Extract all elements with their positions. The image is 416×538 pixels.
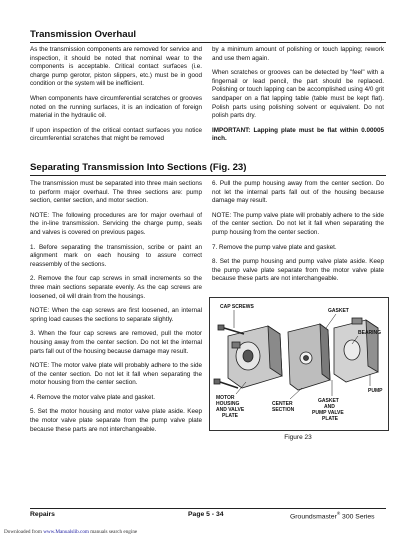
label-cap-screws: CAP SCREWS (220, 304, 254, 310)
footer-product-name: Groundsmaster (290, 513, 337, 521)
registered-mark: ® (336, 511, 341, 516)
paragraph: When components have circumferential scratches or grooves noted on the running surfaces, it is an indication of foreign material in the hydraulic oil. (30, 94, 202, 120)
label-motor-housing: MOTOR (216, 395, 235, 401)
footer-product (290, 511, 375, 520)
label-center-section: SECTION (272, 407, 295, 413)
center-section-drawing (288, 324, 330, 390)
download-suffix: manuals search engine (88, 529, 138, 535)
overhaul-left-column (30, 46, 202, 150)
step-7: 7. Remove the pump valve plate and gasket. (212, 243, 337, 251)
label-gasket-pump-valve: GASKET (318, 398, 339, 404)
footer-section: Repairs (30, 511, 55, 518)
label-center-section: CENTER (272, 401, 293, 407)
step-8: 8. Set the pump housing and pump valve plate aside. Keep the pump valve plate separate from the motor valve plate because these parts are not interchangeable. (212, 258, 384, 283)
section-title-transmission-overhaul: Transmission Overhaul (30, 29, 137, 40)
motor-housing-drawing (228, 326, 282, 388)
separating-left-column (30, 180, 202, 440)
paragraph: The transmission must be separated into three main sections to perform major overhaul. The three sections are: pump section, center section, and motor section. (30, 180, 202, 205)
label-gasket-pump-valve: AND (324, 404, 335, 410)
label-motor-housing: PLATE (222, 413, 239, 419)
manualslib-link[interactable]: www.Manualslib.com (43, 529, 89, 535)
step-4: 4. Remove the motor valve plate and gasket. (30, 393, 155, 401)
footer-rule (30, 508, 386, 509)
title-underline (30, 42, 386, 43)
note: NOTE: The motor valve plate will probably adhere to the side of the center section. Do not let it fall when separating the motor housing from the center section. (30, 362, 202, 387)
label-bearing: BEARING (358, 330, 382, 336)
note: NOTE: The pump valve plate will probably adhere to the side of the center section. Do not let it fall when separating the pump housing from the center section. (212, 211, 384, 236)
step-6: 6. Pull the pump housing away from the center section. Do not let the internal parts fall out of the housing because damage may result. (212, 180, 384, 205)
footer-series: 300 Series (340, 513, 375, 521)
footer-page-number: Page 5 - 34 (188, 511, 224, 518)
download-notice (4, 529, 137, 535)
paragraph: by a minimum amount of polishing or touch lapping; rework and use them again. (212, 46, 384, 62)
section-title-separating-transmission: Separating Transmission Into Sections (Fig. 23) (30, 162, 247, 173)
figure-23-box (209, 297, 389, 431)
title-underline (30, 175, 386, 176)
transmission-exploded-diagram (210, 298, 388, 430)
overhaul-right-column (212, 46, 384, 150)
step-2: 2. Remove the four cap screws in small increments so the three main sections separate evenly. As the cap screws are loosened, oil will drain from the housings. (30, 275, 202, 300)
step-1: 1. Before separating the transmission, scribe or paint an alignment mark on each housing to assure correct reassembly of the sections. (30, 243, 202, 268)
label-motor-housing: HOUSING (216, 401, 240, 407)
separating-right-column (212, 180, 384, 290)
paragraph: As the transmission components are removed for service and inspection, it should be noted that nominal wear to the components is acceptable. Critical contact surfaces (i.e. charge pump gerotor, piston slippers, etc.) must be in good condition or the system will be inefficient. (30, 46, 202, 88)
paragraph: If upon inspection of the critical contact surfaces you notice circumferential scratches that might be removed (30, 126, 202, 143)
label-motor-housing: AND VALVE (216, 407, 245, 413)
important-note: IMPORTANT: Lapping plate must be flat within 0.00005 inch. (212, 126, 384, 143)
label-gasket-pump-valve: PLATE (322, 416, 339, 422)
note: NOTE: When the cap screws are first loosened, an internal spring load causes the sections to separate slightly. (30, 307, 202, 323)
label-gasket: GASKET (328, 308, 349, 314)
figure-caption: Figure 23 (284, 434, 312, 441)
label-pump: PUMP (368, 388, 383, 394)
download-prefix: Downloaded from (4, 529, 44, 535)
step-5: 5. Set the motor housing and motor valve plate aside. Keep the motor valve plate separate from the pump valve plate because these parts are not interchangeable. (30, 408, 202, 433)
paragraph: NOTE: The following procedures are for major overhaul of the in-line transmission. Servicing the charge pump, seals and valves is covered on previous pages. (30, 211, 202, 236)
pump-housing-drawing (334, 318, 378, 382)
paragraph: When scratches or grooves can be detected by "feel" with a fingernail or lead pencil, the part should be replaced. Polishing or touch lapping can be accomplished using 4/0 grit sandpaper on a flat lapping table (table must be kept flat). Polish parts using polishing solvent or equivalent. Do not polish parts dry. (212, 69, 384, 120)
step-3: 3. When the four cap screws are removed, pull the motor housing away from the center section. Do not let the internal parts fall out of the housing because damage may result. (30, 330, 202, 355)
label-gasket-pump-valve: PUMP VALVE (312, 410, 344, 416)
